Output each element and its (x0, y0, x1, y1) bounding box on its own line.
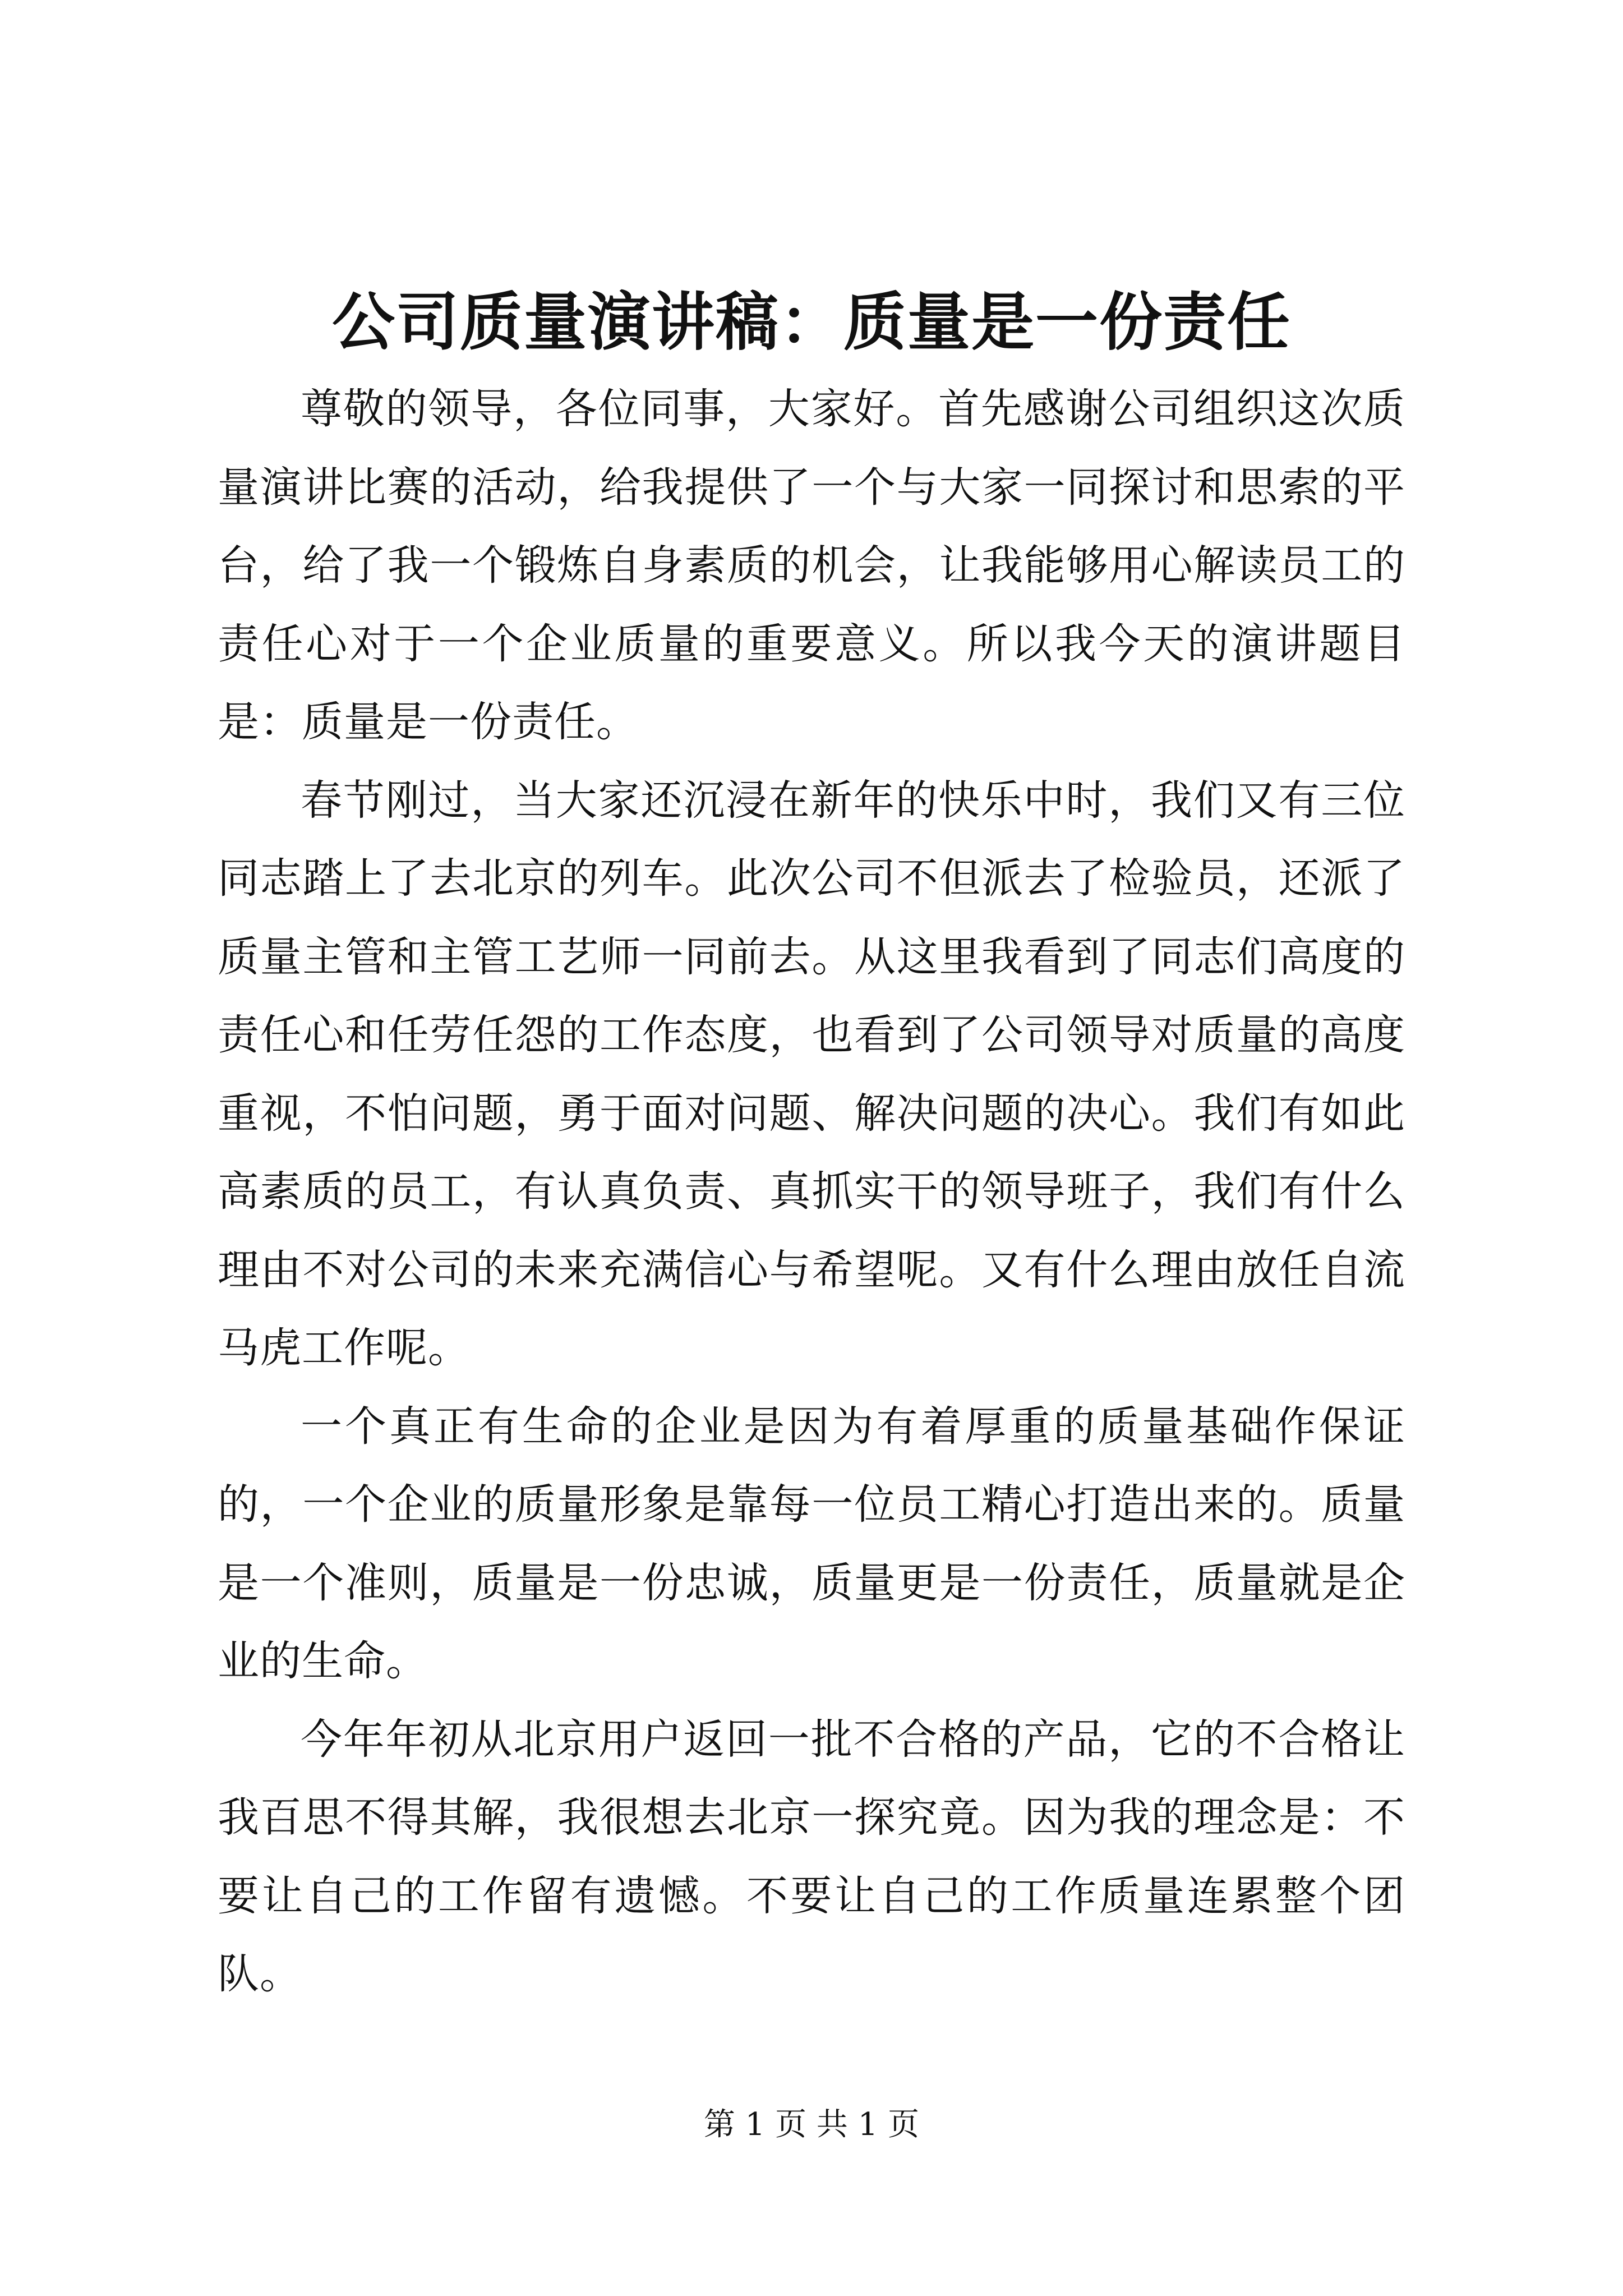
paragraph-4: 今年年初从北京用户返回一批不合格的产品，它的不合格让我百思不得其解，我很想去北京一探究竟。因为我的理念是：不要让自己的工作留有遗憾。不要让自己的工作质量连累整个团队。 (218, 1715, 1405, 1998)
paragraph-2: 春节刚过，当大家还沉浸在新年的快乐中时，我们又有三位同志踏上了去北京的列车。此次公司不但派去了检验员，还派了质量主管和主管工艺师一同前去。从这里我看到了同志们高度的责任心和任劳任怨的工作态度，也看到了公司领导对质量的高度重视，不怕问题，勇于面对问题、解决问题的决心。我们有如此高素质的员工，有认真负责、真抓实干的领导班子，我们有什么理由不对公司的未来充满信心与希望呢。又有什么理由放任自流马虎工作呢。 (218, 776, 1405, 1372)
page-footer: 第 1 页 共 1 页 (703, 2106, 920, 2143)
document-body (218, 370, 1405, 2014)
paragraph-3: 一个真正有生命的企业是因为有着厚重的质量基础作保证的，一个企业的质量形象是靠每一位员工精心打造出来的。质量是一个准则，质量是一份忠诚，质量更是一份责任，质量就是企业的生命。 (218, 1402, 1405, 1685)
document-title: 公司质量演讲稿：质量是一份责任 (332, 286, 1291, 359)
paragraph-1: 尊敬的领导，各位同事，大家好。首先感谢公司组织这次质量演讲比赛的活动，给我提供了一个与大家一同探讨和思索的平台，给了我一个锻炼自身素质的机会，让我能够用心解读员工的责任心对于一个企业质量的重要意义。所以我今天的演讲题目是：质量是一份责任。 (218, 385, 1405, 746)
